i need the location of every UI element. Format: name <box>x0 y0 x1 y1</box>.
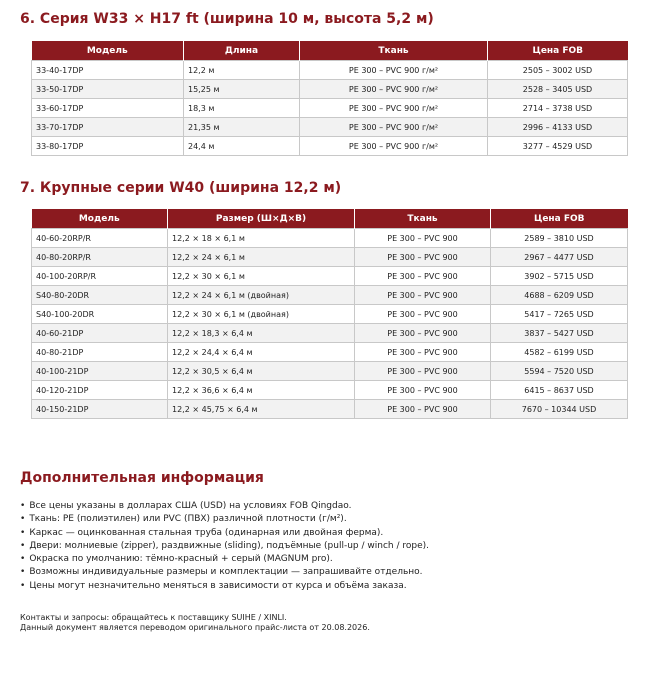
bullet-icon: • <box>20 540 26 551</box>
table-row <box>32 61 628 80</box>
cell-model: S40-80-20DR <box>32 286 168 305</box>
list-item-text: Каркас — оцинкованная стальная труба (одинарная или двойная ферма). <box>29 527 384 538</box>
table-row <box>32 267 628 286</box>
bullet-icon: • <box>20 501 26 511</box>
cell-model: 40-120-21DP <box>32 381 168 400</box>
list-item <box>20 527 429 540</box>
table-row <box>32 400 628 419</box>
cell-size: 12,2 × 18 × 6,1 м <box>168 229 355 248</box>
table-row <box>32 118 628 137</box>
table-row <box>32 343 628 362</box>
cell-model: S40-100-20DR <box>32 305 168 324</box>
cell-fabric: PE 300 – PVC 900 г/м² <box>300 80 488 99</box>
column-header-model: Модель <box>32 209 168 229</box>
cell-fabric: PE 300 – PVC 900 г/м² <box>300 61 488 80</box>
cell-price: 7670 – 10344 USD <box>491 400 628 419</box>
cell-size: 12,2 × 30,5 × 6,4 м <box>168 362 355 381</box>
cell-model: 33-40-17DP <box>32 61 184 80</box>
cell-price: 5594 – 7520 USD <box>491 362 628 381</box>
table-row <box>32 381 628 400</box>
series-w40-table <box>31 209 628 419</box>
cell-size: 12,2 × 24 × 6,1 м (двойная) <box>168 286 355 305</box>
list-item <box>20 580 429 593</box>
column-header-length: Длина <box>184 41 300 61</box>
section-7-title: 7. Крупные серии W40 (ширина 12,2 м) <box>20 180 342 196</box>
list-item <box>20 553 429 566</box>
section-6-title: 6. Серия W33 × H17 ft (ширина 10 м, высота 5,2 м) <box>20 11 434 27</box>
cell-price: 2505 – 3002 USD <box>488 61 628 80</box>
cell-fabric: PE 300 – PVC 900 г/м² <box>300 99 488 118</box>
cell-price: 3277 – 4529 USD <box>488 137 628 156</box>
table-header-row <box>32 41 628 61</box>
cell-model: 40-80-20RP/R <box>32 248 168 267</box>
cell-price: 3902 – 5715 USD <box>491 267 628 286</box>
cell-price: 4582 – 6199 USD <box>491 343 628 362</box>
list-item <box>20 566 429 579</box>
cell-size: 12,2 × 24,4 × 6,4 м <box>168 343 355 362</box>
cell-size: 12,2 × 30 × 6,1 м <box>168 267 355 286</box>
bullet-icon: • <box>20 527 26 538</box>
cell-size: 12,2 × 18,3 × 6,4 м <box>168 324 355 343</box>
column-header-price: Цена FOB <box>491 209 628 229</box>
cell-size: 12,2 × 24 × 6,1 м <box>168 248 355 267</box>
cell-price: 2714 – 3738 USD <box>488 99 628 118</box>
list-item-text: Все цены указаны в долларах США (USD) на условиях FOB Qingdao. <box>29 501 352 511</box>
bullet-icon: • <box>20 514 26 525</box>
list-item <box>20 540 429 553</box>
cell-price: 2528 – 3405 USD <box>488 80 628 99</box>
cell-fabric: PE 300 – PVC 900 <box>355 248 491 267</box>
cell-model: 33-60-17DP <box>32 99 184 118</box>
additional-info-list <box>20 500 429 593</box>
bullet-icon: • <box>20 580 26 591</box>
cell-fabric: PE 300 – PVC 900 <box>355 286 491 305</box>
cell-price: 2589 – 3810 USD <box>491 229 628 248</box>
cell-model: 40-100-21DP <box>32 362 168 381</box>
cell-model: 33-80-17DP <box>32 137 184 156</box>
cell-fabric: PE 300 – PVC 900 <box>355 229 491 248</box>
table-row <box>32 99 628 118</box>
cell-price: 6415 – 8637 USD <box>491 381 628 400</box>
table-row <box>32 305 628 324</box>
cell-size: 12,2 × 45,75 × 6,4 м <box>168 400 355 419</box>
cell-price: 3837 – 5427 USD <box>491 324 628 343</box>
footer-translation-note: Данный документ является переводом оригинального прайс-листа от 20.08.2026. <box>20 623 370 632</box>
list-item-text: Ткань: PE (полиэтилен) или PVC (ПВХ) различной плотности (г/м²). <box>29 514 347 525</box>
table-row <box>32 324 628 343</box>
footer-contacts: Контакты и запросы: обращайтесь к поставщику SUIHE / XINLI. <box>20 613 287 622</box>
column-header-fabric: Ткань <box>300 41 488 61</box>
bullet-icon: • <box>20 567 26 578</box>
table-row <box>32 229 628 248</box>
cell-model: 40-100-20RP/R <box>32 267 168 286</box>
list-item <box>20 513 429 526</box>
list-item <box>20 500 429 513</box>
table-row <box>32 80 628 99</box>
cell-fabric: PE 300 – PVC 900 <box>355 324 491 343</box>
cell-price: 4688 – 6209 USD <box>491 286 628 305</box>
cell-model: 33-70-17DP <box>32 118 184 137</box>
cell-fabric: PE 300 – PVC 900 г/м² <box>300 137 488 156</box>
additional-info-title: Дополнительная информация <box>20 470 264 486</box>
cell-fabric: PE 300 – PVC 900 <box>355 381 491 400</box>
cell-length: 12,2 м <box>184 61 300 80</box>
cell-price: 2996 – 4133 USD <box>488 118 628 137</box>
table-row <box>32 362 628 381</box>
cell-price: 5417 – 7265 USD <box>491 305 628 324</box>
table-header-row <box>32 209 628 229</box>
column-header-size: Размер (Ш×Д×В) <box>168 209 355 229</box>
cell-fabric: PE 300 – PVC 900 <box>355 400 491 419</box>
cell-length: 15,25 м <box>184 80 300 99</box>
table-row <box>32 137 628 156</box>
list-item-text: Двери: молниевые (zipper), раздвижные (sliding), подъёмные (pull-up / winch / rope). <box>29 540 429 551</box>
cell-model: 40-60-20RP/R <box>32 229 168 248</box>
column-header-model: Модель <box>32 41 184 61</box>
column-header-price: Цена FOB <box>488 41 628 61</box>
cell-length: 18,3 м <box>184 99 300 118</box>
list-item-text: Возможны индивидуальные размеры и комплектации — запрашивайте отдельно. <box>29 567 423 578</box>
table-row <box>32 286 628 305</box>
list-item-text: Окраска по умолчанию: тёмно-красный + серый (MAGNUM pro). <box>29 554 333 565</box>
series-w33-table <box>31 41 628 156</box>
cell-size: 12,2 × 30 × 6,1 м (двойная) <box>168 305 355 324</box>
cell-fabric: PE 300 – PVC 900 <box>355 267 491 286</box>
cell-fabric: PE 300 – PVC 900 г/м² <box>300 118 488 137</box>
list-item-text: Цены могут незначительно меняться в зависимости от курса и объёма заказа. <box>29 580 407 591</box>
cell-fabric: PE 300 – PVC 900 <box>355 362 491 381</box>
table-row <box>32 248 628 267</box>
cell-fabric: PE 300 – PVC 900 <box>355 305 491 324</box>
cell-model: 33-50-17DP <box>32 80 184 99</box>
column-header-fabric: Ткань <box>355 209 491 229</box>
cell-fabric: PE 300 – PVC 900 <box>355 343 491 362</box>
cell-length: 24,4 м <box>184 137 300 156</box>
cell-model: 40-80-21DP <box>32 343 168 362</box>
cell-size: 12,2 × 36,6 × 6,4 м <box>168 381 355 400</box>
cell-model: 40-60-21DP <box>32 324 168 343</box>
cell-price: 2967 – 4477 USD <box>491 248 628 267</box>
bullet-icon: • <box>20 554 26 565</box>
cell-model: 40-150-21DP <box>32 400 168 419</box>
cell-length: 21,35 м <box>184 118 300 137</box>
footer-note <box>20 613 370 633</box>
